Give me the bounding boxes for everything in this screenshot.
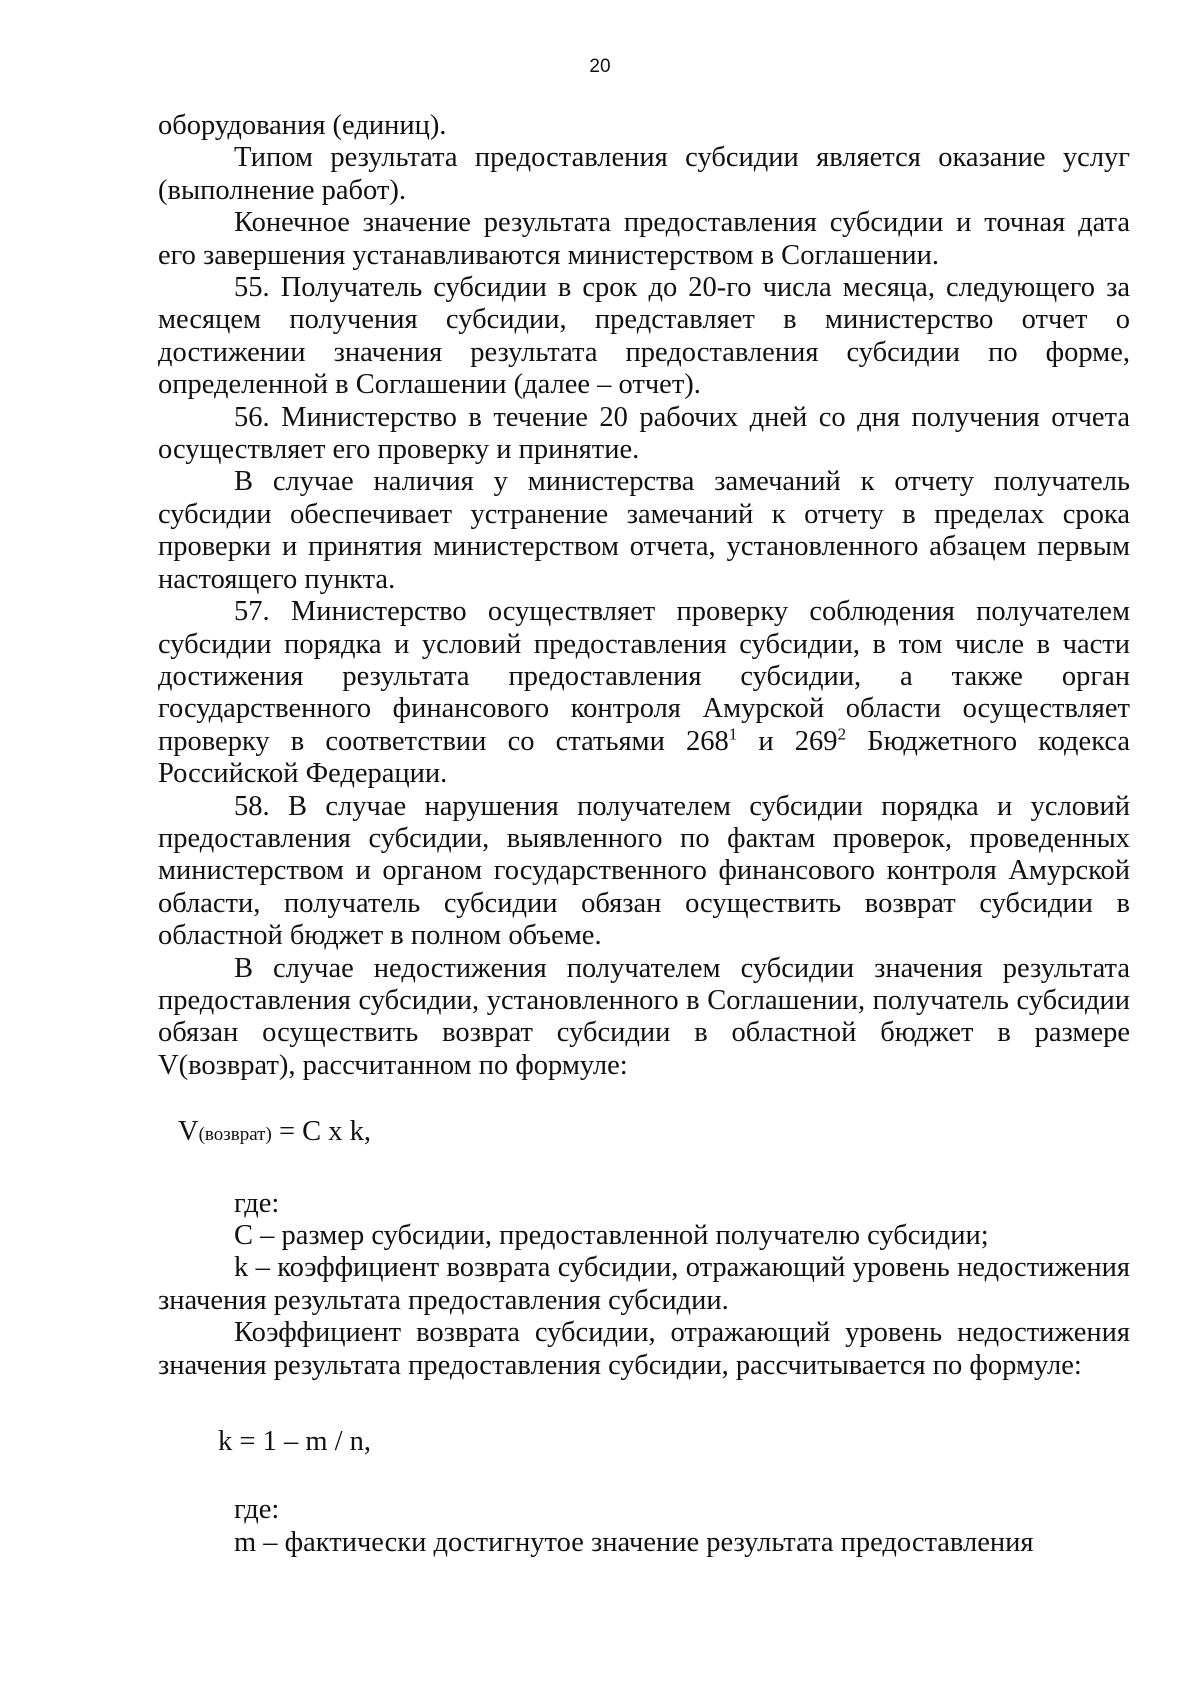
formula-variable: V bbox=[178, 1116, 199, 1148]
definition-c: C – размер субсидии, предоставленной получателю субсидии; bbox=[234, 1220, 989, 1251]
paragraph: В случае недостижения получателем субсидии значения результата предоставления субсидии, установленного в Соглашении, получатель субсидии обязан осуществить возврат субсидии в областной бюджет в размере V(возврат), рассчитанном по формуле: bbox=[158, 952, 1130, 1081]
paragraph: оборудования (единиц). bbox=[158, 110, 447, 141]
where-label: где: bbox=[234, 1187, 280, 1219]
paragraph-text: Бюджетного кодекса Российской Федерации. bbox=[158, 725, 1130, 790]
definition-m: m – фактически достигнутое значение результата предоставления bbox=[234, 1526, 1034, 1558]
paragraph: Типом результата предоставления субсидии является оказание услуг (выполнение работ). bbox=[158, 142, 1130, 206]
page-number: 20 bbox=[589, 56, 611, 77]
formula-subscript: (возврат) bbox=[198, 1124, 272, 1146]
superscript: 2 bbox=[837, 724, 847, 744]
document-body bbox=[158, 110, 1130, 1559]
superscript: 1 bbox=[728, 724, 738, 744]
formula-coefficient: k = 1 – m / n, bbox=[218, 1426, 372, 1458]
paragraph-57 bbox=[158, 596, 1130, 790]
paragraph-58: 58. В случае нарушения получателем субсидии порядка и условий предоставления субсидии, выявленного по фактам проверок, проведенных министерством и органом государственного финансового контроля Амурской области, получатель субсидии обязан осуществить возврат субсидии в областной бюджет в полном объеме. bbox=[158, 790, 1130, 952]
paragraph-56: 56. Министерство в течение 20 рабочих дней со дня получения отчета осуществляет его проверку и принятие. bbox=[158, 401, 1130, 466]
paragraph: Конечное значение результата предоставления субсидии и точная дата его завершения устанавливаются министерством в Соглашении. bbox=[158, 207, 1130, 271]
paragraph-text: 57. Министерство осуществляет проверку соблюдения получателем субсидии порядка и условий предоставления субсидии, в том числе в части достижения результата предоставления субсидии, а также орган государственного финансового контроля Амурской области осуществляет проверку в соответствии со статьями 268 bbox=[158, 596, 1130, 757]
paragraph: Коэффициент возврата субсидии, отражающий уровень недостижения значения результата предоставления субсидии, рассчитывается по формуле: bbox=[158, 1317, 1130, 1381]
paragraph-55: 55. Получатель субсидии в срок до 20-го числа месяца, следующего за месяцем получения субсидии, представляет в министерство отчет о достижении значения результата предоставления субсидии по форме, определенной в Соглашении (далее – отчет). bbox=[158, 272, 1130, 401]
formula-expression: = C x k, bbox=[271, 1116, 372, 1148]
formula-return bbox=[158, 1116, 1130, 1151]
paragraph-text: и 269 bbox=[737, 725, 838, 757]
paragraph: В случае наличия у министерства замечаний к отчету получатель субсидии обеспечивает устранение замечаний к отчету в пределах срока проверки и принятия министерством отчета, установленного абзацем первым настоящего пункта. bbox=[158, 466, 1130, 595]
definition-k: k – коэффициент возврата субсидии, отражающий уровень недостижения значения результата предоставления субсидии. bbox=[158, 1252, 1130, 1316]
where-label: где: bbox=[234, 1494, 280, 1526]
